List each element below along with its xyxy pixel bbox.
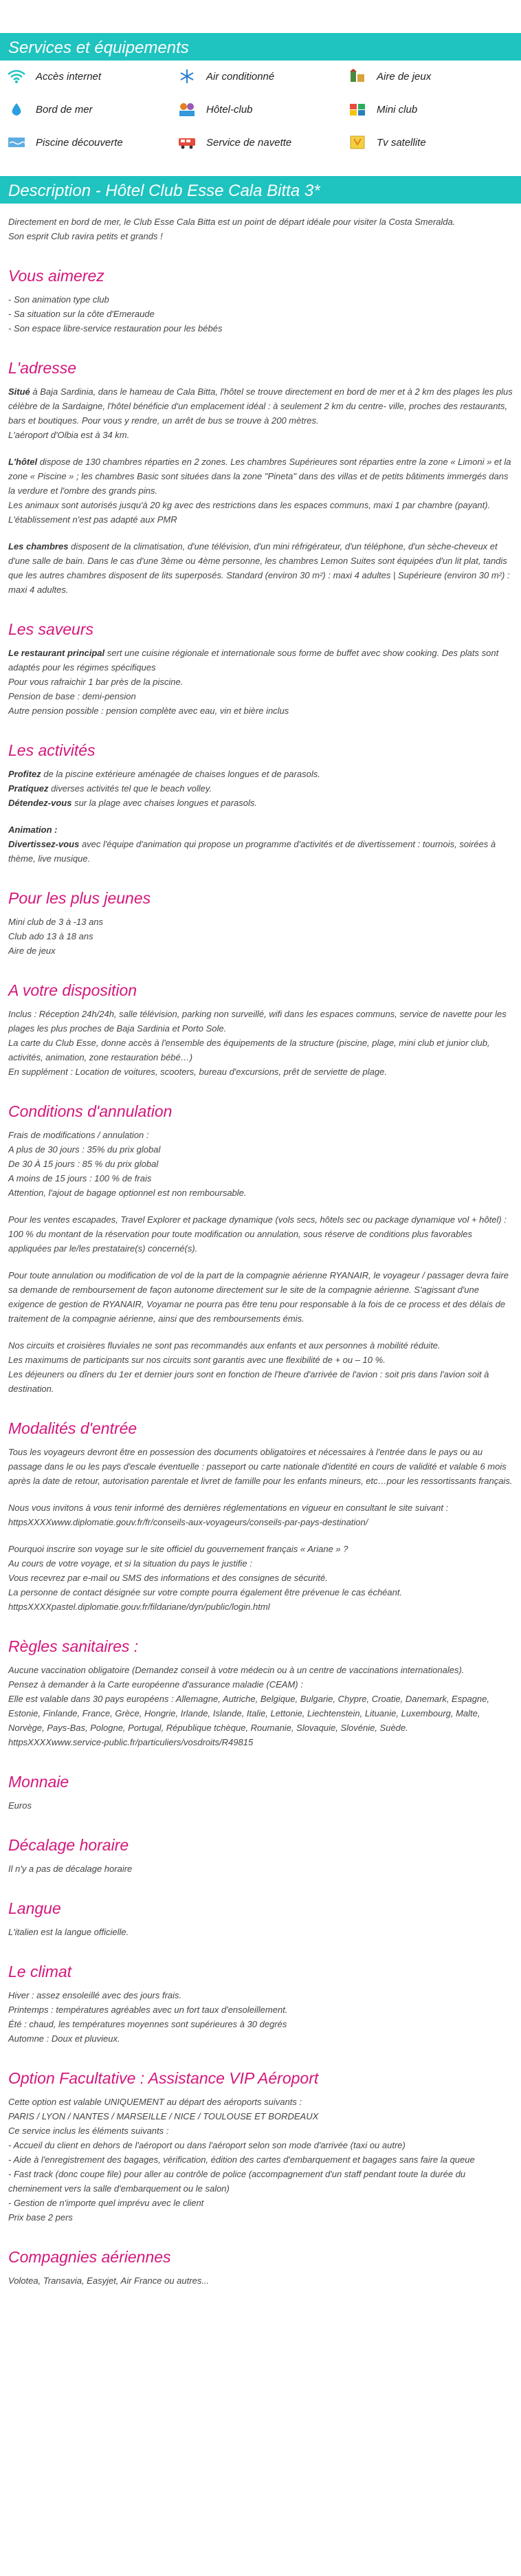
section-title: Compagnies aériennes: [8, 2248, 171, 2266]
section-title: Les saveurs: [8, 620, 94, 638]
section-paragraph: Pourquoi inscrire son voyage sur le site officiel du gouvernement français « Ariane » ? Au cours de votre voyage, et si la situation du pays le justifie : Vous recevrez par e-mail ou SMS des informations et des consignes de sécurité. La personne de contact désignée sur votre compte pourra également être prévenue le cas échéant. httpsXXXXpastel.diplomatie.gouv.fr/fildariane/dyn/public/login.html: [8, 1544, 403, 1612]
section-body: [8, 1925, 513, 1939]
section-paragraph: Profitez de la piscine extérieure aménagée de chaises longues et de parasols. Pratiquez diverses activités tel que le beach volley. Détendez-vous sur la plage avec chaises longues et parasols.: [8, 769, 320, 808]
section-lead: Pratiquez: [8, 783, 49, 794]
section-paragraph: Pour toute annulation ou modification de vol de la part de la compagnie aérienne RYANAIR, le voyageur / passager devra faire sa demande de remboursement de façon autonome directement sur le site de la compagnie aérienne. S'agissant d'une exigence de gestion de RYANAIR, Voyamar ne pourra pas être tenu pour responsable à la fois de ce process et des délais de traitement de la compagnie aérienne, ainsi que des remboursements émis.: [8, 1270, 509, 1324]
amenity-tv: [348, 133, 518, 151]
section-paragraph: Cette option est valable UNIQUEMENT au départ des aéroports suivants : PARIS / LYON / NANTES / MARSEILLE / NICE / TOULOUSE ET BORDEAUX Ce service inclus les éléments suivants : - Accueil du client en dehors de l'aéroport ou dans l'aéroport selon son mode d'arrivée (taxi ou autre) - Aide à l'enregistrement des bagages, vérification, édition des cartes d'embarquement et bagages sans faire la queue - Fast track (donc coupe file) pour aller au contrôle de police (accompagnement d'un staff pendant toute la durée du cheminement vers la salle d'embarquement ou le salon) - Gestion de n'importe quel imprévu avec le client Prix base 2 pers: [8, 2097, 475, 2223]
section-body: [8, 1445, 513, 1614]
description-intro: Directement en bord de mer, le Club Esse Cala Bitta est un point de départ idéale pour visiter la Costa Smeralda. Son esprit Club ravira petits et grands !: [8, 217, 456, 241]
water-drop-icon: [7, 102, 26, 117]
amenity-label: Hôtel-club: [206, 103, 253, 116]
section-lead: Le restaurant principal: [8, 648, 105, 658]
amenity-label: Tv satellite: [377, 136, 426, 149]
amenities-grid: [7, 67, 521, 151]
amenity-air-conditioning: [177, 67, 348, 85]
amenity-label: Air conditionné: [206, 70, 275, 83]
section-paragraph: Euros: [8, 1800, 32, 1811]
section-title: A votre disposition: [8, 981, 137, 999]
amenity-pool: [7, 133, 177, 151]
tv-icon: [348, 135, 367, 150]
playground-icon: [348, 69, 367, 84]
amenity-shuttle: [177, 133, 348, 151]
section-paragraph: Inclus : Réception 24h/24h, salle télévision, parking non surveillé, wifi dans les espaces communs, service de navette pour les plages les plus proches de Baja Sardinia et Porto Sole. La carte du Club Esse, donne accès à l'ensemble des équipements de la structure (piscine, plage, mini club et junior club, activités, animation, zone restauration bébé…) En supplément : Location de voitures, scooters, bureau d'excursions, prêt de serviette de plage.: [8, 1009, 507, 1077]
shuttle-icon: [177, 135, 197, 150]
section-paragraph: Mini club de 3 à -13 ans Club ado 13 à 18 ans Aire de jeux: [8, 917, 104, 956]
section-paragraph: Situé à Baja Sardinia, dans le hameau de Cala Bitta, l'hôtel se trouve directement en bord de mer et à 2 km des plages les plus célèbre de la Sardaigne, l'hôtel bénéficie d'un emplacement idéal : à seulement 2 km du centre- ville, proches des restaurants, bars et boutiques. Pour vous y rendre, un arrêt de bus se trouve à 200 mètres. L'aéroport d'Olbia est à 34 km.: [8, 386, 513, 440]
section-body: [8, 1798, 513, 1813]
section-paragraph: Frais de modifications / annulation : A plus de 30 jours : 35% du prix global De 30 À 15 jours : 85 % du prix global A moins de 15 jours : 100 % de frais Attention, l'ajout de bagage optionnel est non remboursable.: [8, 1130, 247, 1198]
section-title: Règles sanitaires :: [8, 1637, 139, 1655]
section-paragraph: - Son animation type club - Sa situation sur la côte d'Emeraude - Son espace libre-service restauration pour les bébés: [8, 294, 223, 334]
amenity-mini-club: [348, 100, 518, 118]
sections-container: [8, 267, 513, 2288]
section-title: L'adresse: [8, 359, 77, 377]
amenity-label: Piscine découverte: [36, 136, 123, 149]
section-paragraph: Nous vous invitons à vous tenir informé des dernières réglementations en vigueur en consultant le site suivant : httpsXXXXwww.diplomatie.gouv.fr/fr/conseils-aux-voyageurs/conseils-par-pays-destination/: [8, 1503, 449, 1527]
section-body: [8, 646, 513, 718]
amenity-hotel-club: [177, 100, 348, 118]
description-content: [0, 215, 521, 2288]
amenity-label: Aire de jeux: [377, 70, 432, 83]
section-lead: Profitez: [8, 769, 41, 779]
section-lead: L'hôtel: [8, 457, 38, 467]
section-lead: Les chambres: [8, 541, 69, 552]
section-title: Conditions d'annulation: [8, 1102, 173, 1120]
section-title: Langue: [8, 1899, 61, 1917]
section-body: [8, 1663, 513, 1749]
section-paragraph: Hiver : assez ensoleillé avec des jours frais. Printemps : températures agréables avec un fort taux d'ensoleillement. Été : chaud, les températures moyennes sont supérieures à 30 degrés Automne : Doux et pluvieux.: [8, 1990, 288, 2044]
amenity-label: Mini club: [377, 103, 418, 116]
section-paragraph: L'italien est la langue officielle.: [8, 1927, 129, 1937]
section-title: Monnaie: [8, 1773, 69, 1791]
section-title: Les activités: [8, 741, 96, 759]
section-body: [8, 915, 513, 958]
pool-icon: [7, 135, 26, 150]
hotel-club-icon: [177, 102, 197, 117]
section-body: [8, 1007, 513, 1079]
section-body: [8, 384, 513, 597]
section-paragraph: Tous les voyageurs devront être en possession des documents obligatoires et nécessaires à l'entrée dans le pays ou au passage dans le ou les pays d'escale éventuelle : passeport ou carte nationale d'identité en cours de validité et valable 6 mois après la date de retour, autorisation parentale et livret de famille pour les enfants mineurs, etc…pour les ressortissants français.: [8, 1447, 513, 1486]
section-title: Le climat: [8, 1963, 72, 1980]
amenity-label: Bord de mer: [36, 103, 93, 116]
section-paragraph: Nos circuits et croisières fluviales ne sont pas recommandés aux enfants et aux personnes à mobilité réduite. Les maximums de participants sur nos circuits sont garantis avec une flexibilité de + ou – 10 %. Les déjeuners ou dîners du 1er et dernier jours sont en fonction de l'heure d'arrivée de l'avion : soit pris dans l'avion soit à destination.: [8, 1340, 489, 1394]
snowflake-icon: [177, 69, 197, 84]
mini-club-icon: [348, 102, 367, 117]
section-paragraph: Volotea, Transavia, Easyjet, Air France ou autres...: [8, 2275, 210, 2286]
section-paragraph: Aucune vaccination obligatoire (Demandez conseil à votre médecin ou à un centre de vaccinations internationales). Pensez à demander à la Carte européenne d'assurance maladie (CEAM) : Elle est valable dans 30 pays européens : Allemagne, Autriche, Belgique, Bulgarie, Chypre, Croatie, Danemark, Espagne, Estonie, Finlande, France, Grèce, Hongrie, Irlande, Islande, Italie, Lettonie, Liechtenstein, Lituanie, Luxembourg, Malte, Norvège, Pays-Bas, Pologne, Portugal, République tchèque, Roumanie, Slovaquie, Slovénie, Suède. httpsXXXXwww.service-public.fr/particuliers/vosdroits/R49815: [8, 1665, 489, 1747]
section-paragraph: Les chambres disposent de la climatisation, d'une télévision, d'un mini réfrigérateur, d'un téléphone, d'un sèche-cheveux et d'une salle de bain. Dans le cas d'une 3ème ou 4ème personne, les chambres Lemon Suites sont équipées d'un lit plat, tandis que les autres chambres disposent de lits superposés. Standard (environ 30 m²) : maxi 4 adultes | Supérieure (environ 30 m²) : maxi 4 adultes.: [8, 541, 510, 595]
section-paragraph: Le restaurant principal sert une cuisine régionale et internationale sous forme de buffet avec show cooking. Des plats sont adaptés pour les régimes spécifiques Pour vous rafraichir 1 bar près de la piscine. Pension de base : demi-pension Autre pension possible : pension complète avec eau, vin et bière inclus: [8, 648, 499, 716]
section-title: Modalités d'entrée: [8, 1419, 137, 1437]
section-lead: Situé: [8, 386, 30, 397]
section-body: [8, 2095, 513, 2225]
amenity-playground: [348, 67, 518, 85]
amenity-label: Accès internet: [36, 70, 102, 83]
section-lead: Détendez-vous: [8, 798, 72, 808]
section-paragraph: L'hôtel dispose de 130 chambres réparties en 2 zones. Les chambres Supérieures sont réparties entre la zone « Limoni » et la zone « Piscine » ; les chambres Basic sont situées dans la zone "Pineta" dans des villas et de petits bâtiments immergés dans la verdure et l'ombre des grands pins. Les animaux sont autorisés jusqu'à 20 kg avec des restrictions dans les espaces communs, maxi 1 par chambre (payant). L'établissement n'est pas adapté aux PMR: [8, 457, 511, 525]
description-banner: Description - Hôtel Club Esse Cala Bitta 3*: [0, 176, 521, 204]
section-title: Option Facultative : Assistance VIP Aéroport: [8, 2069, 319, 2087]
amenity-seaside: [7, 100, 177, 118]
amenity-internet: [7, 67, 177, 85]
section-body: [8, 1988, 513, 2046]
section-title: Vous aimerez: [8, 267, 104, 285]
section-body: [8, 2273, 513, 2288]
section-paragraph: Pour les ventes escapades, Travel Explorer et package dynamique (vols secs, hôtels sec ou package dynamique vol + hôtel) : 100 % du montant de la réservation pour toute modification ou annulation, sous réserve de conditions plus favorables appliquées par le/les prestataire(s) concerné(s).: [8, 1214, 507, 1254]
section-body: [8, 292, 513, 336]
section-title: Décalage horaire: [8, 1836, 129, 1854]
amenity-label: Service de navette: [206, 136, 292, 149]
section-title: Pour les plus jeunes: [8, 889, 151, 907]
section-body: [8, 1128, 513, 1396]
section-body: [8, 767, 513, 866]
section-lead: Animation : Divertissez-vous: [8, 825, 80, 849]
wifi-icon: [7, 69, 26, 84]
section-paragraph: Il n'y a pas de décalage horaire: [8, 1864, 133, 1874]
section-body: [8, 1862, 513, 1876]
amenities-banner: Services et équipements: [0, 33, 521, 61]
section-paragraph: Animation : Divertissez-vous avec l'équipe d'animation qui propose un programme d'activités et de divertissement : tournois, soirées à thème, live musique.: [8, 825, 496, 864]
